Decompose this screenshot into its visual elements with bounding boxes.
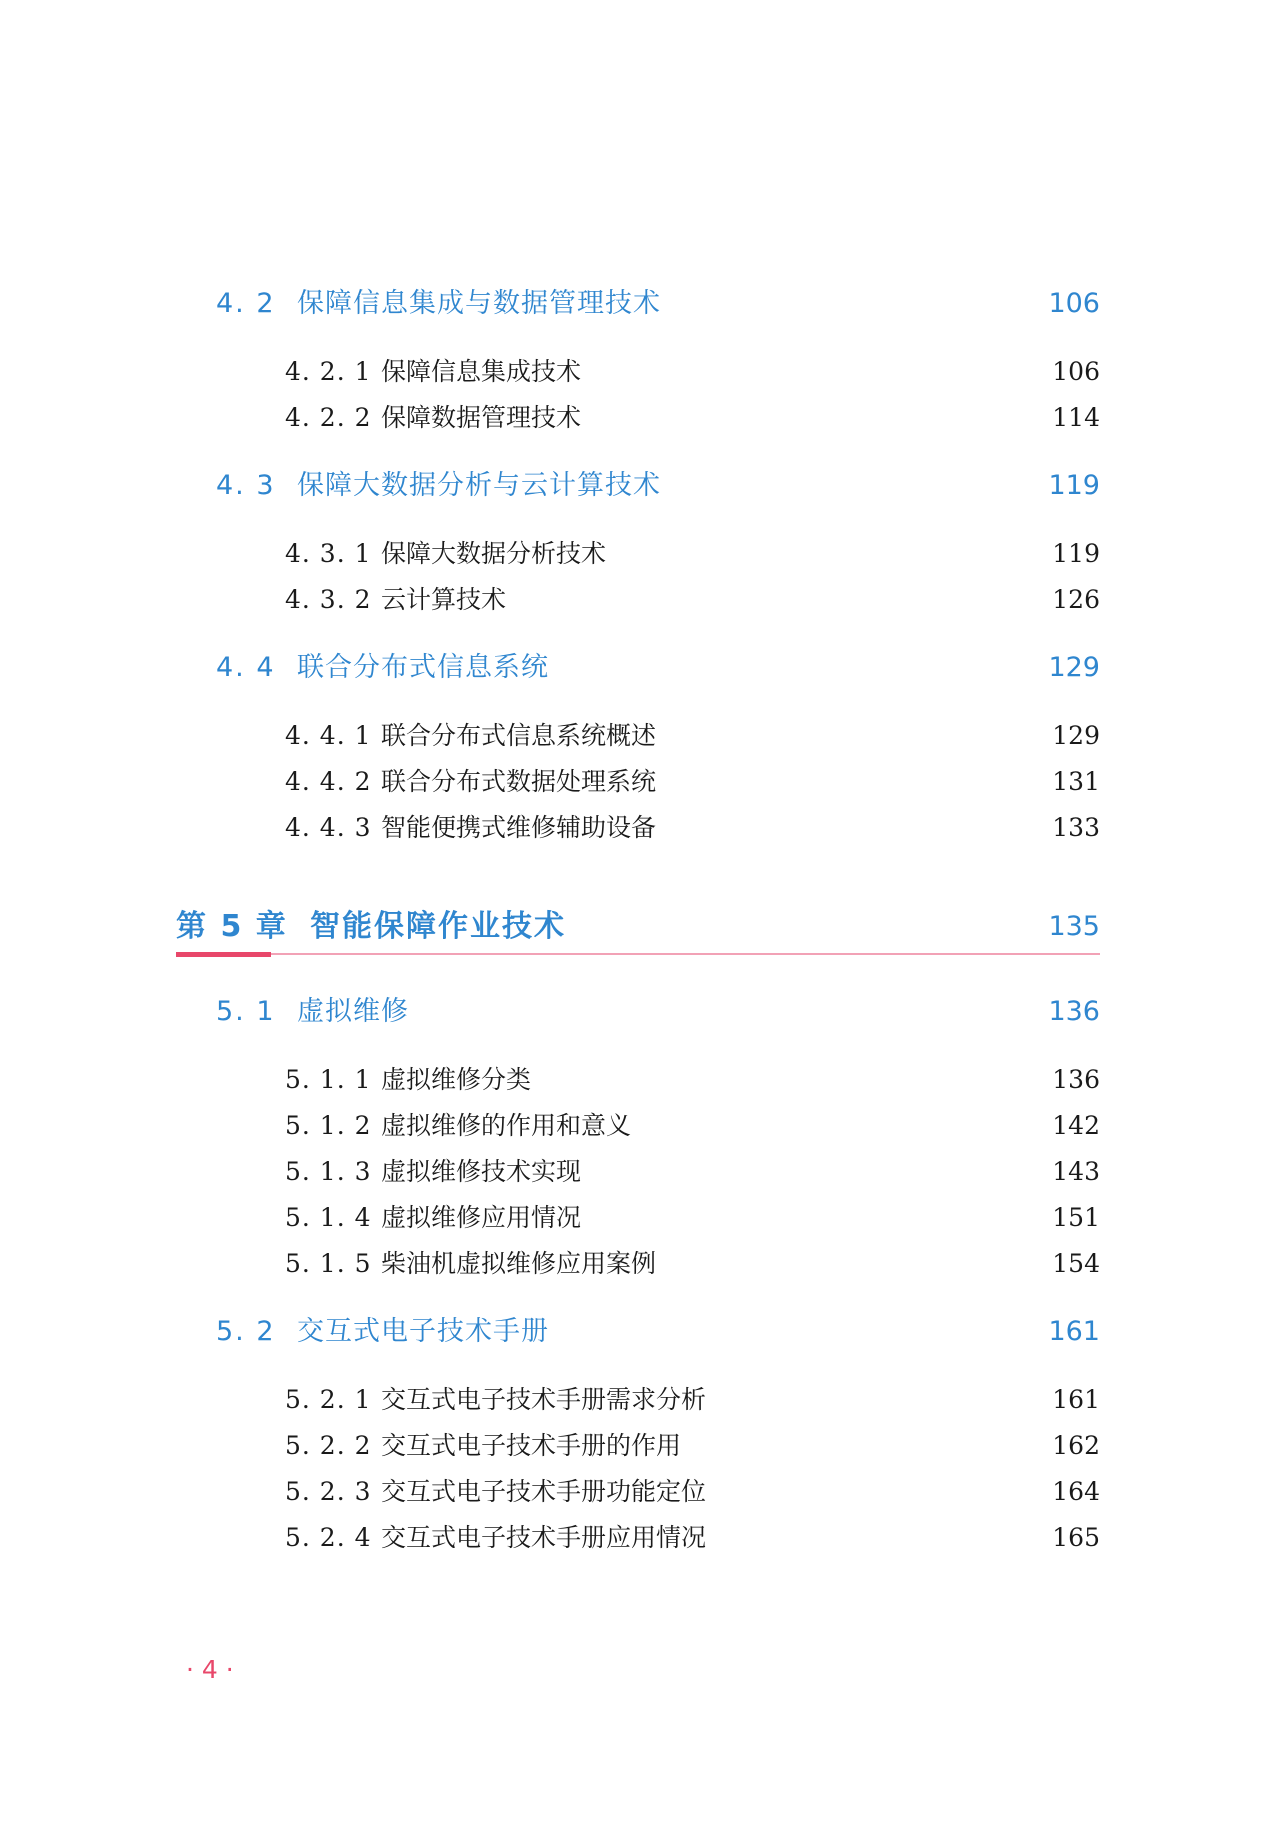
- toc-subsection[interactable]: [0, 1378, 1280, 1422]
- section-title: 保障大数据分析与云计算技术: [297, 470, 661, 501]
- toc-subsection[interactable]: [0, 532, 1280, 576]
- section-number: 5. 1: [216, 996, 276, 1027]
- toc-subsection[interactable]: [0, 806, 1280, 850]
- chapter-underline: [176, 953, 1100, 955]
- subsection-number: 4. 4. 1: [285, 721, 372, 750]
- subsection-title: 保障大数据分析技术: [381, 539, 607, 568]
- toc-section[interactable]: [0, 646, 1280, 690]
- subsection-title: 云计算技术: [381, 585, 507, 614]
- chapter-heading[interactable]: [0, 902, 1280, 958]
- subsection-page: 143: [1052, 1157, 1100, 1186]
- subsection-number: 5. 1. 5: [285, 1249, 372, 1278]
- subsection-number: 4. 3. 1: [285, 539, 372, 568]
- toc-section[interactable]: [0, 990, 1280, 1034]
- chapter-label: 第 5 章: [176, 909, 288, 944]
- subsection-page: 106: [1052, 357, 1100, 386]
- toc-subsection[interactable]: [0, 714, 1280, 758]
- subsection-page: 119: [1052, 539, 1100, 568]
- toc-subsection[interactable]: [0, 1104, 1280, 1148]
- subsection-number: 5. 1. 2: [285, 1111, 372, 1140]
- subsection-number: 4. 4. 3: [285, 813, 372, 842]
- section-page: 106: [1048, 288, 1100, 319]
- toc-subsection[interactable]: [0, 1058, 1280, 1102]
- subsection-title: 虚拟维修技术实现: [381, 1157, 582, 1186]
- subsection-number: 5. 1. 4: [285, 1203, 372, 1232]
- toc-section[interactable]: [0, 282, 1280, 326]
- section-title: 交互式电子技术手册: [297, 1316, 549, 1347]
- toc-subsection[interactable]: [0, 760, 1280, 804]
- section-page: 119: [1048, 470, 1100, 501]
- toc-subsection[interactable]: [0, 1424, 1280, 1468]
- subsection-number: 5. 1. 3: [285, 1157, 372, 1186]
- subsection-page: 133: [1052, 813, 1100, 842]
- subsection-title: 交互式电子技术手册需求分析: [381, 1385, 707, 1414]
- subsection-title: 智能便携式维修辅助设备: [381, 813, 657, 842]
- subsection-title: 保障信息集成技术: [381, 357, 582, 386]
- section-page: 136: [1048, 996, 1100, 1027]
- subsection-title: 联合分布式信息系统概述: [381, 721, 657, 750]
- subsection-number: 5. 2. 4: [285, 1523, 372, 1552]
- toc-subsection[interactable]: [0, 1516, 1280, 1560]
- subsection-number: 5. 1. 1: [285, 1065, 372, 1094]
- toc-subsection[interactable]: [0, 350, 1280, 394]
- section-number: 4. 3: [216, 470, 276, 501]
- subsection-number: 4. 2. 1: [285, 357, 372, 386]
- toc-section[interactable]: [0, 464, 1280, 508]
- section-title: 虚拟维修: [297, 996, 409, 1027]
- section-page: 129: [1048, 652, 1100, 683]
- toc-subsection[interactable]: [0, 1150, 1280, 1194]
- subsection-page: 114: [1052, 403, 1100, 432]
- toc-subsection[interactable]: [0, 1242, 1280, 1286]
- page-number-footer: · 4 ·: [186, 1655, 234, 1684]
- section-number: 5. 2: [216, 1316, 276, 1347]
- subsection-title: 保障数据管理技术: [381, 403, 582, 432]
- section-title: 联合分布式信息系统: [297, 652, 549, 683]
- subsection-page: 142: [1052, 1111, 1100, 1140]
- subsection-page: 154: [1052, 1249, 1100, 1278]
- subsection-page: 165: [1052, 1523, 1100, 1552]
- subsection-title: 交互式电子技术手册功能定位: [381, 1477, 707, 1506]
- toc-section[interactable]: [0, 1310, 1280, 1354]
- subsection-page: 162: [1052, 1431, 1100, 1460]
- section-title: 保障信息集成与数据管理技术: [297, 288, 661, 319]
- subsection-number: 5. 2. 1: [285, 1385, 372, 1414]
- subsection-number: 5. 2. 2: [285, 1431, 372, 1460]
- subsection-page: 129: [1052, 721, 1100, 750]
- section-page: 161: [1048, 1316, 1100, 1347]
- subsection-page: 126: [1052, 585, 1100, 614]
- chapter-title: 智能保障作业技术: [310, 909, 566, 944]
- subsection-page: 131: [1052, 767, 1100, 796]
- subsection-page: 164: [1052, 1477, 1100, 1506]
- subsection-page: 151: [1052, 1203, 1100, 1232]
- chapter-page: 135: [1048, 911, 1100, 942]
- subsection-number: 5. 2. 3: [285, 1477, 372, 1506]
- subsection-title: 虚拟维修的作用和意义: [381, 1111, 632, 1140]
- subsection-title: 联合分布式数据处理系统: [381, 767, 657, 796]
- toc-subsection[interactable]: [0, 1470, 1280, 1514]
- chapter-underline-accent: [176, 952, 271, 957]
- section-number: 4. 2: [216, 288, 276, 319]
- subsection-title: 虚拟维修应用情况: [381, 1203, 582, 1232]
- subsection-title: 虚拟维修分类: [381, 1065, 532, 1094]
- subsection-page: 136: [1052, 1065, 1100, 1094]
- toc-subsection[interactable]: [0, 1196, 1280, 1240]
- toc-subsection[interactable]: [0, 396, 1280, 440]
- subsection-number: 4. 3. 2: [285, 585, 372, 614]
- toc-subsection[interactable]: [0, 578, 1280, 622]
- subsection-page: 161: [1052, 1385, 1100, 1414]
- subsection-number: 4. 2. 2: [285, 403, 372, 432]
- section-number: 4. 4: [216, 652, 276, 683]
- subsection-title: 交互式电子技术手册的作用: [381, 1431, 682, 1460]
- subsection-title: 交互式电子技术手册应用情况: [381, 1523, 707, 1552]
- subsection-title: 柴油机虚拟维修应用案例: [381, 1249, 657, 1278]
- subsection-number: 4. 4. 2: [285, 767, 372, 796]
